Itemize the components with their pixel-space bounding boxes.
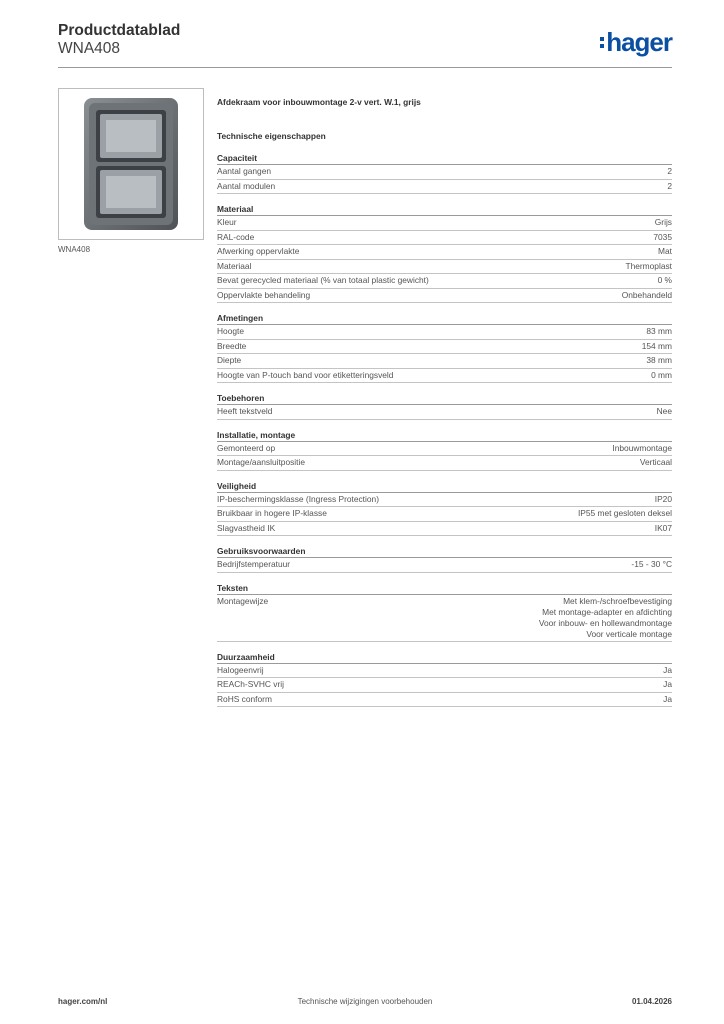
spec-value: -15 - 30 °C <box>631 559 672 569</box>
spec-value: 38 mm <box>646 355 672 365</box>
spec-value: Grijs <box>654 217 672 227</box>
spec-row <box>217 522 672 537</box>
spec-value: IP20 <box>654 493 672 504</box>
header-divider <box>58 67 672 68</box>
spec-row <box>217 245 672 260</box>
spec-row <box>217 289 672 304</box>
spec-row <box>217 678 672 693</box>
spec-label: Bedrijfstemperatuur <box>217 559 291 569</box>
spec-value: 2 <box>667 166 672 176</box>
product-details <box>217 97 672 717</box>
spec-value: 2 <box>667 180 672 191</box>
spec-label: Materiaal <box>217 260 252 271</box>
spec-value: 83 mm <box>646 326 672 336</box>
spec-row <box>217 693 672 708</box>
spec-row <box>217 456 672 471</box>
spec-label: Hoogte van P-touch band voor etiketteringsveld <box>217 369 394 380</box>
spec-value: Met montage-adapter en afdichting <box>542 606 672 617</box>
section-title: Materiaal <box>217 204 672 216</box>
spec-label: Heeft tekstveld <box>217 406 273 416</box>
document-subtitle: WNA408 <box>58 40 121 57</box>
section-title: Veiligheid <box>217 481 672 493</box>
spec-value: 0 % <box>657 275 672 285</box>
product-description: Afdekraam voor inbouwmontage 2-v vert. W.1, grijs <box>217 97 421 107</box>
spec-value: Onbehandeld <box>621 289 672 300</box>
spec-row <box>217 405 672 420</box>
section-title: Gebruiksvoorwaarden <box>217 546 672 558</box>
spec-row <box>217 216 672 231</box>
spec-value: Thermoplast <box>625 260 672 271</box>
spec-section <box>217 153 672 194</box>
spec-label: REACh-SVHC vrij <box>217 679 285 689</box>
spec-row <box>217 231 672 246</box>
spec-section <box>217 652 672 708</box>
spec-value: IK07 <box>654 522 672 533</box>
spec-value: Ja <box>663 679 672 689</box>
spec-section <box>217 313 672 383</box>
spec-section <box>217 204 672 303</box>
logo-text: hager <box>606 27 672 57</box>
footer-website-link[interactable]: hager.com/nl <box>58 997 108 1006</box>
spec-value: Ja <box>663 693 672 704</box>
spec-row <box>217 664 672 679</box>
spec-row <box>217 507 672 522</box>
spec-row <box>217 260 672 275</box>
spec-label: Diepte <box>217 355 242 365</box>
section-title: Duurzaamheid <box>217 652 672 664</box>
page-header <box>58 22 672 68</box>
spec-label: Aantal gangen <box>217 166 272 176</box>
logo-dots-icon <box>600 37 604 48</box>
spec-label: RoHS conform <box>217 693 272 704</box>
spec-value: Nee <box>656 406 672 416</box>
spec-label: Gemonteerd op <box>217 442 276 453</box>
spec-value: Met klem-/schroefbevestiging <box>563 595 672 606</box>
spec-label: Breedte <box>217 340 247 351</box>
spec-value: Mat <box>658 246 672 256</box>
spec-label: RAL-code <box>217 231 255 242</box>
spec-row <box>217 493 672 508</box>
spec-value: 154 mm <box>641 340 672 351</box>
spec-row <box>217 558 672 573</box>
spec-value: Voor inbouw- en hollewandmontage <box>538 617 672 628</box>
spec-label: Bruikbaar in hogere IP-klasse <box>217 508 327 518</box>
technical-properties-title: Technische eigenschappen <box>217 131 326 141</box>
spec-row <box>217 354 672 369</box>
spec-label: IP-beschermingsklasse (Ingress Protection) <box>217 493 379 504</box>
hager-logo[interactable] <box>600 28 672 56</box>
spec-label: Kleur <box>217 217 237 227</box>
footer-disclaimer: Technische wijzigingen voorbehouden <box>297 997 433 1006</box>
spec-row <box>217 325 672 340</box>
spec-value: Ja <box>663 664 672 675</box>
spec-label: Montage/aansluitpositie <box>217 457 305 467</box>
spec-row <box>217 165 672 180</box>
spec-value: Voor verticale montage <box>586 628 672 639</box>
spec-label: Hoogte <box>217 326 245 336</box>
spec-row <box>217 340 672 355</box>
spec-value: IP55 met gesloten deksel <box>577 508 672 518</box>
section-title: Installatie, montage <box>217 430 672 442</box>
spec-label: Halogeenvrij <box>217 664 264 675</box>
spec-section <box>217 481 672 537</box>
spec-value: Verticaal <box>639 457 672 467</box>
spec-row <box>217 274 672 289</box>
spec-row <box>217 442 672 457</box>
section-title: Capaciteit <box>217 153 672 165</box>
spec-value: Inbouwmontage <box>612 442 672 453</box>
spec-label: Slagvastheid IK <box>217 522 276 533</box>
spec-label: Afwerking oppervlakte <box>217 246 300 256</box>
image-caption: WNA408 <box>58 245 91 254</box>
footer-date: 01.04.2026 <box>631 997 672 1006</box>
spec-section <box>217 546 672 573</box>
spec-value: 7035 <box>653 231 672 242</box>
section-title: Teksten <box>217 583 672 595</box>
spec-label: Oppervlakte behandeling <box>217 289 311 300</box>
product-image <box>58 88 204 240</box>
spec-label: Bevat gerecycled materiaal (% van totaal plastic gewicht) <box>217 275 429 285</box>
spec-label: Montagewijze <box>217 595 269 606</box>
spec-section <box>217 393 672 420</box>
spec-section <box>217 583 672 642</box>
spec-value: 0 mm <box>651 369 672 380</box>
double-frame-product-image <box>76 94 186 234</box>
spec-sections <box>217 153 672 707</box>
spec-row <box>217 180 672 195</box>
section-title: Toebehoren <box>217 393 672 405</box>
spec-section <box>217 430 672 471</box>
document-title: Productdatablad <box>58 22 181 39</box>
spec-row <box>217 595 672 642</box>
spec-value-list <box>539 596 672 640</box>
spec-row <box>217 369 672 384</box>
section-title: Afmetingen <box>217 313 672 325</box>
spec-label: Aantal modulen <box>217 180 276 191</box>
